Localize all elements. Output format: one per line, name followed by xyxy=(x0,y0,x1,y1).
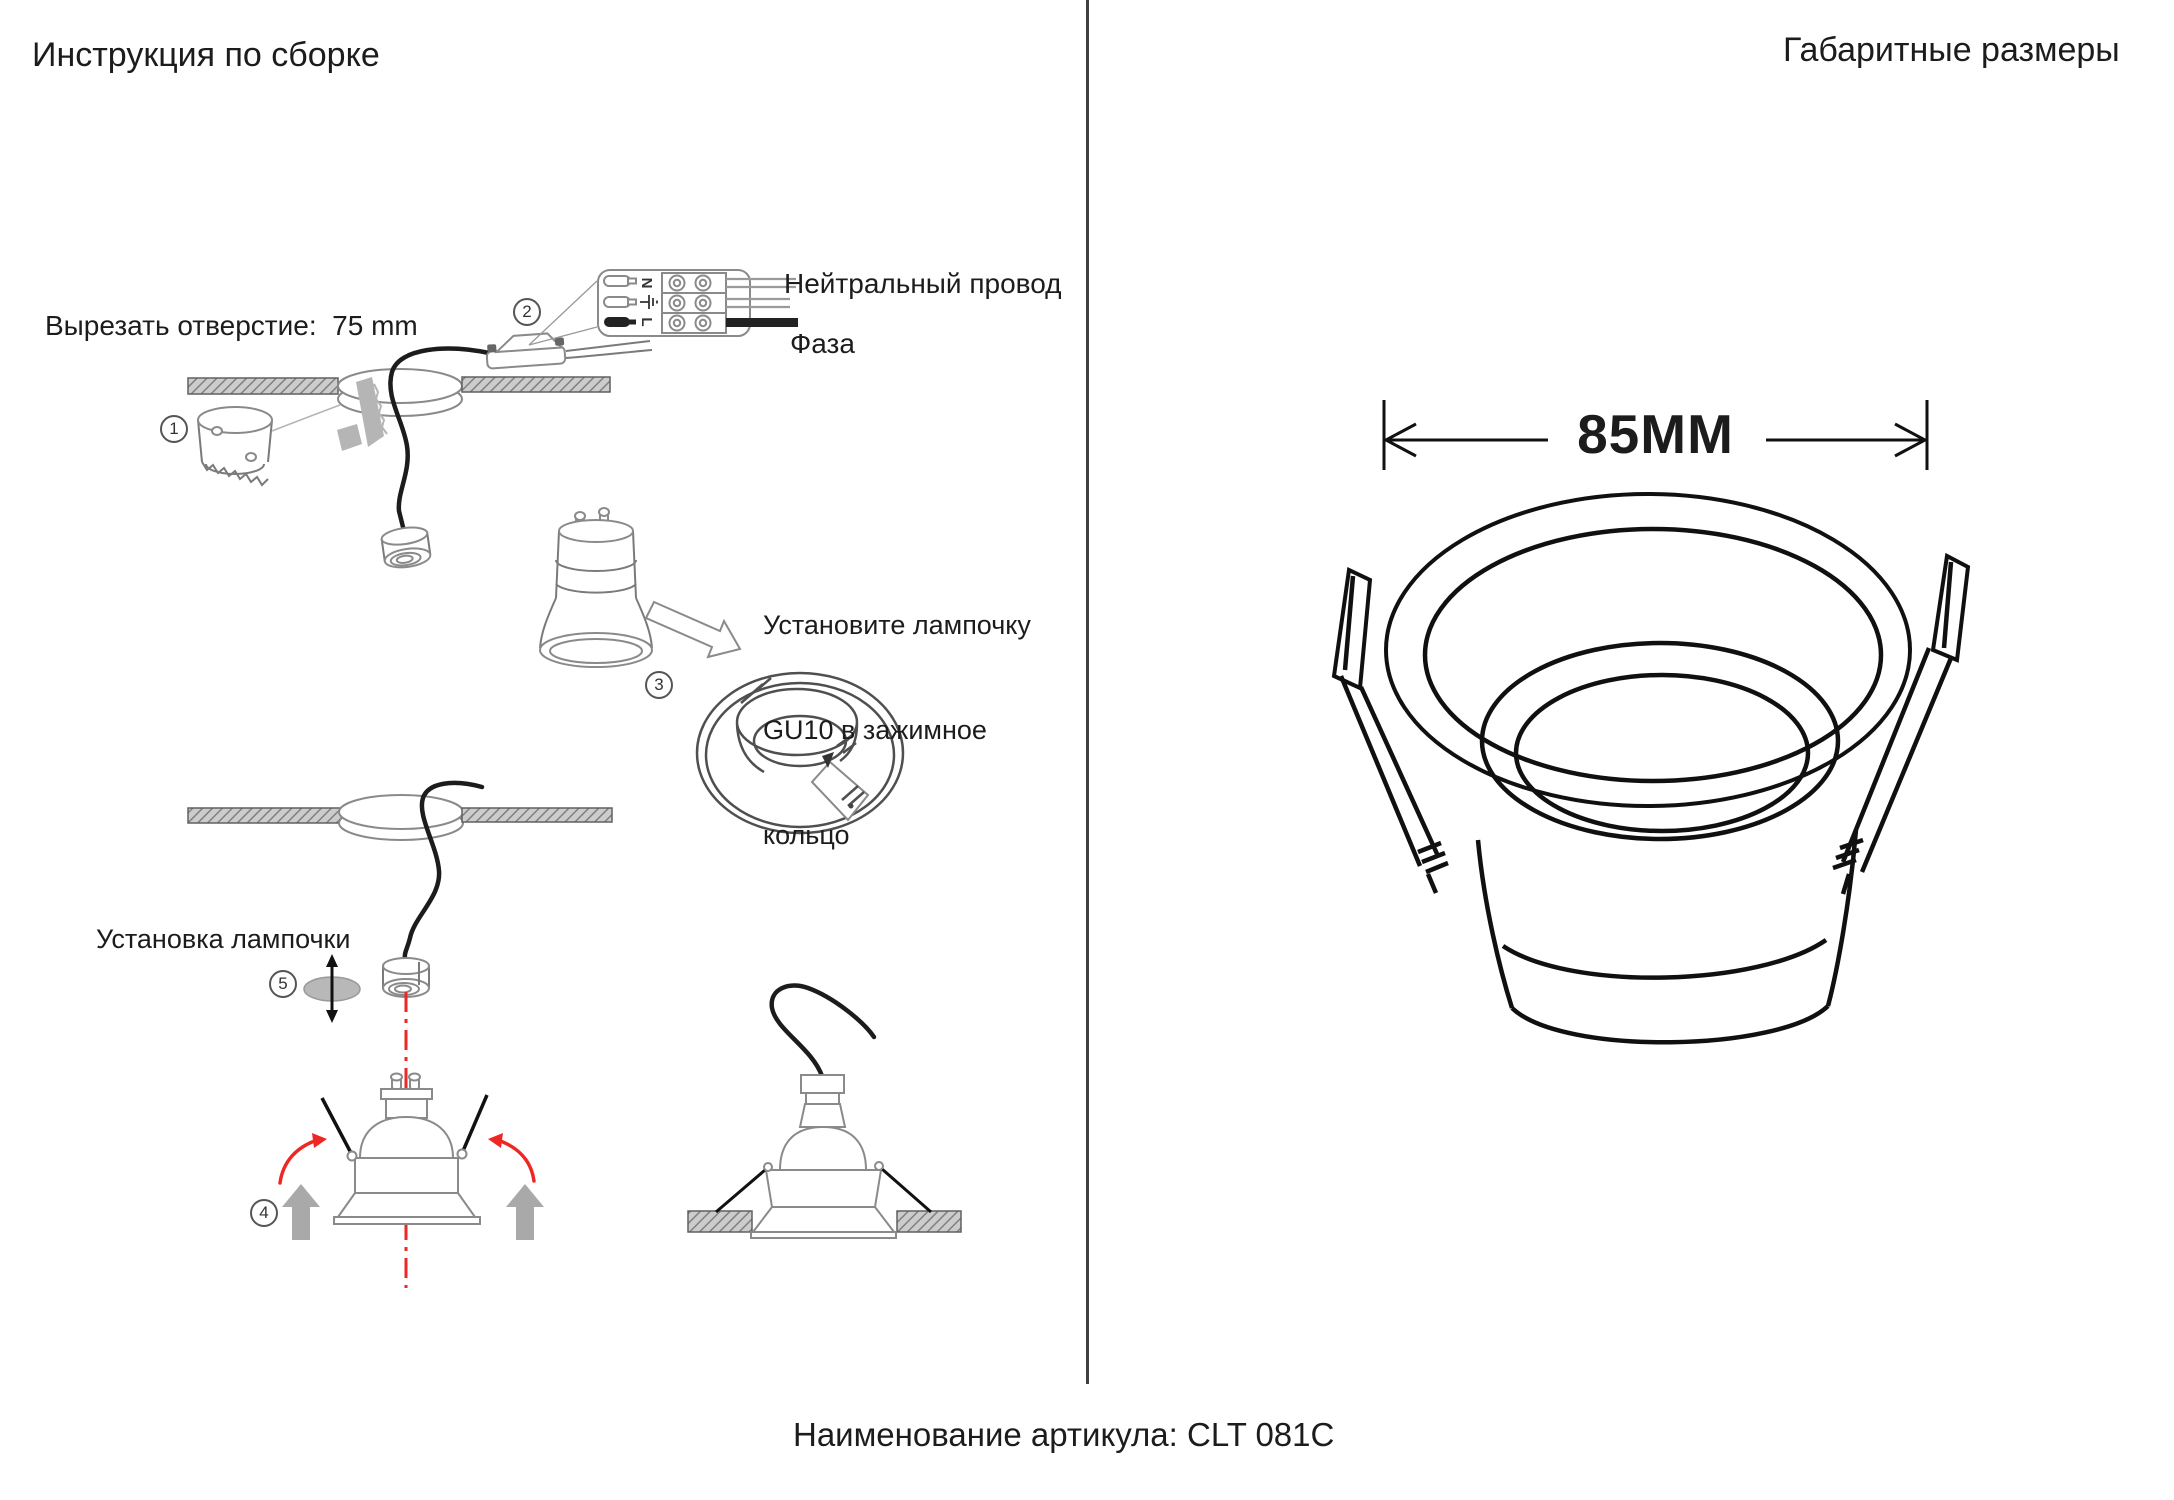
footer-article-label: Наименование артикула: CLT 081C xyxy=(793,1416,1335,1453)
junction-box xyxy=(486,332,566,368)
phase-label: Фаза xyxy=(790,328,855,359)
terminal-l-label: L xyxy=(638,317,655,327)
installed-fixture xyxy=(688,985,961,1238)
step-5-badge: 5 xyxy=(269,970,297,998)
terminal-n-label: N xyxy=(638,277,655,289)
step-1-badge: 1 xyxy=(160,415,188,443)
hole-saw-tool-icon xyxy=(198,405,340,485)
ceiling-section-b xyxy=(188,795,612,840)
neutral-wire-label: Нейтральный провод xyxy=(784,268,1062,299)
dimension-85mm-label: 85MM xyxy=(1577,403,1734,465)
install-bulb-line-2: GU10 в зажимное xyxy=(763,715,987,745)
rotate-symbol xyxy=(304,954,360,1023)
left-panel-title: Инструкция по сборке xyxy=(32,36,380,74)
install-bulb-line-3: кольцо xyxy=(763,820,850,850)
cable-connector-puck xyxy=(381,525,432,570)
step-4-badge: 4 xyxy=(250,1199,278,1227)
right-panel-title: Габаритные размеры xyxy=(1783,31,2120,69)
neutral-wire-end xyxy=(604,276,636,286)
earth-wire-end xyxy=(604,297,636,307)
lamp-connector-puck xyxy=(383,958,429,997)
gu10-bulb-icon xyxy=(540,508,652,667)
screw-terminals xyxy=(662,273,726,333)
install-bulb-line-1: Установите лампочку xyxy=(763,610,1031,640)
cut-hole-label: Вырезать отверстие: 75 mm xyxy=(45,310,418,341)
product-drawing xyxy=(1334,494,1968,1042)
outgoing-wires xyxy=(566,341,652,358)
step-3-badge: 3 xyxy=(645,671,673,699)
lamp-assembly xyxy=(334,1074,480,1225)
install-lamp-label: Установка лампочки xyxy=(96,924,351,954)
insert-arrow-icon xyxy=(646,602,740,657)
install-bulb-label xyxy=(763,538,1031,923)
step-2-badge: 2 xyxy=(513,298,541,326)
terminal-block-zoom xyxy=(598,270,798,336)
